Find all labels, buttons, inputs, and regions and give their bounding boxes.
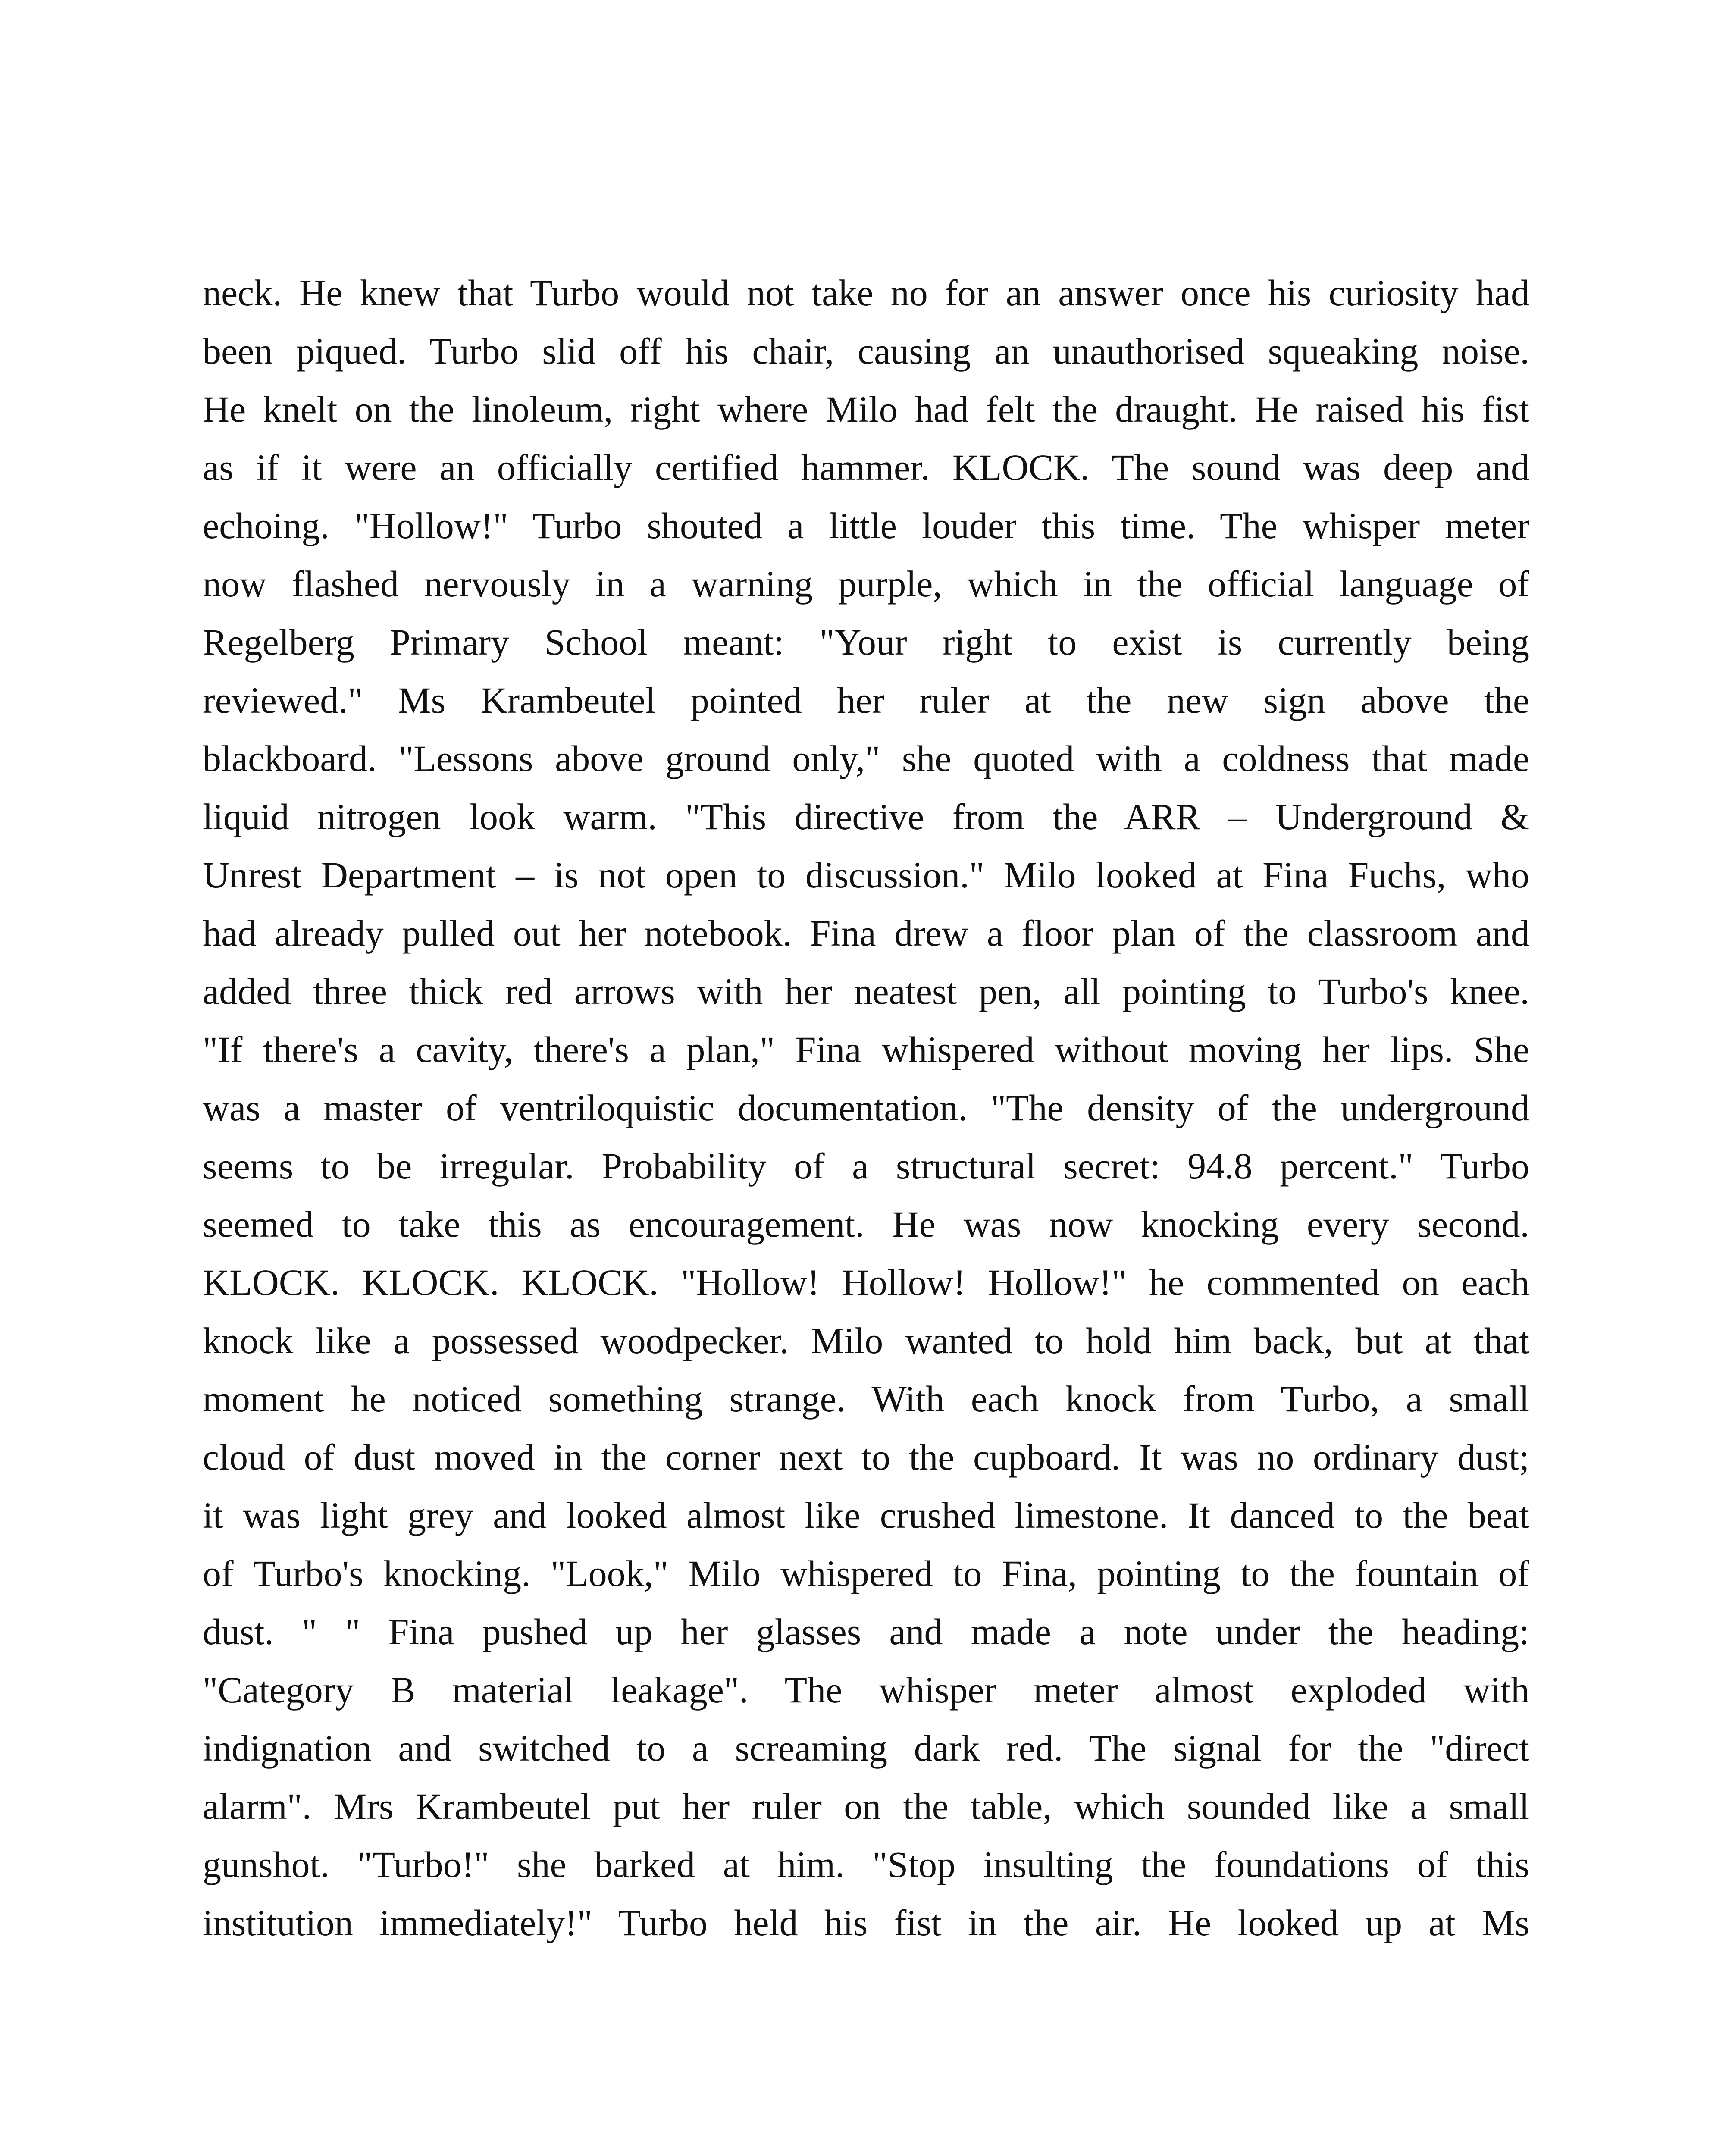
text-line: KLOCK. KLOCK. KLOCK. "Hollow! Hollow! Hollow!" he commented on each <box>203 1262 1529 1303</box>
text-line: it was light grey and looked almost like crushed limestone. It danced to the beat <box>203 1495 1529 1536</box>
text-line: institution immediately!" Turbo held his fist in the air. He looked up at Ms <box>203 1902 1529 1943</box>
text-line: of Turbo's knocking. "Look," Milo whispered to Fina, pointing to the fountain of <box>203 1553 1529 1594</box>
text-line: knock like a possessed woodpecker. Milo wanted to hold him back, but at that <box>203 1320 1529 1361</box>
text-line: cloud of dust moved in the corner next to the cupboard. It was no ordinary dust; <box>203 1436 1529 1478</box>
text-line: He knelt on the linoleum, right where Milo had felt the draught. He raised his fist <box>203 389 1529 430</box>
text-line: "Category B material leakage". The whisper meter almost exploded with <box>203 1669 1529 1711</box>
body-text <box>203 264 1529 1952</box>
text-line: added three thick red arrows with her neatest pen, all pointing to Turbo's knee. <box>203 971 1529 1012</box>
text-line: dust. " " Fina pushed up her glasses and made a note under the heading: <box>203 1611 1529 1652</box>
text-line: "If there's a cavity, there's a plan," Fina whispered without moving her lips. She <box>203 1029 1529 1070</box>
text-line: had already pulled out her notebook. Fina drew a floor plan of the classroom and <box>203 912 1529 954</box>
text-line: seems to be irregular. Probability of a structural secret: 94.8 percent." Turbo <box>203 1145 1529 1187</box>
text-line: Regelberg Primary School meant: "Your right to exist is currently being <box>203 621 1529 663</box>
text-line: as if it were an officially certified hammer. KLOCK. The sound was deep and <box>203 447 1529 488</box>
text-line: echoing. "Hollow!" Turbo shouted a little louder this time. The whisper meter <box>203 505 1529 546</box>
text-line: moment he noticed something strange. With each knock from Turbo, a small <box>203 1378 1529 1420</box>
text-line: seemed to take this as encouragement. He was now knocking every second. <box>203 1203 1529 1245</box>
text-line: alarm". Mrs Krambeutel put her ruler on the table, which sounded like a small <box>203 1786 1529 1827</box>
text-line: indignation and switched to a screaming dark red. The signal for the "direct <box>203 1727 1529 1769</box>
text-line: gunshot. "Turbo!" she barked at him. "Stop insulting the foundations of this <box>203 1844 1529 1885</box>
text-line: liquid nitrogen look warm. "This directive from the ARR – Underground & <box>203 796 1529 837</box>
text-line: blackboard. "Lessons above ground only," she quoted with a coldness that made <box>203 738 1529 779</box>
text-line: Unrest Department – is not open to discussion." Milo looked at Fina Fuchs, who <box>203 854 1529 896</box>
text-line: reviewed." Ms Krambeutel pointed her ruler at the new sign above the <box>203 680 1529 721</box>
text-line: neck. He knew that Turbo would not take no for an answer once his curiosity had <box>203 272 1529 313</box>
text-line: now flashed nervously in a warning purple, which in the official language of <box>203 563 1529 605</box>
text-line: was a master of ventriloquistic documentation. "The density of the underground <box>203 1087 1529 1128</box>
text-line: been piqued. Turbo slid off his chair, causing an unauthorised squeaking noise. <box>203 330 1529 372</box>
